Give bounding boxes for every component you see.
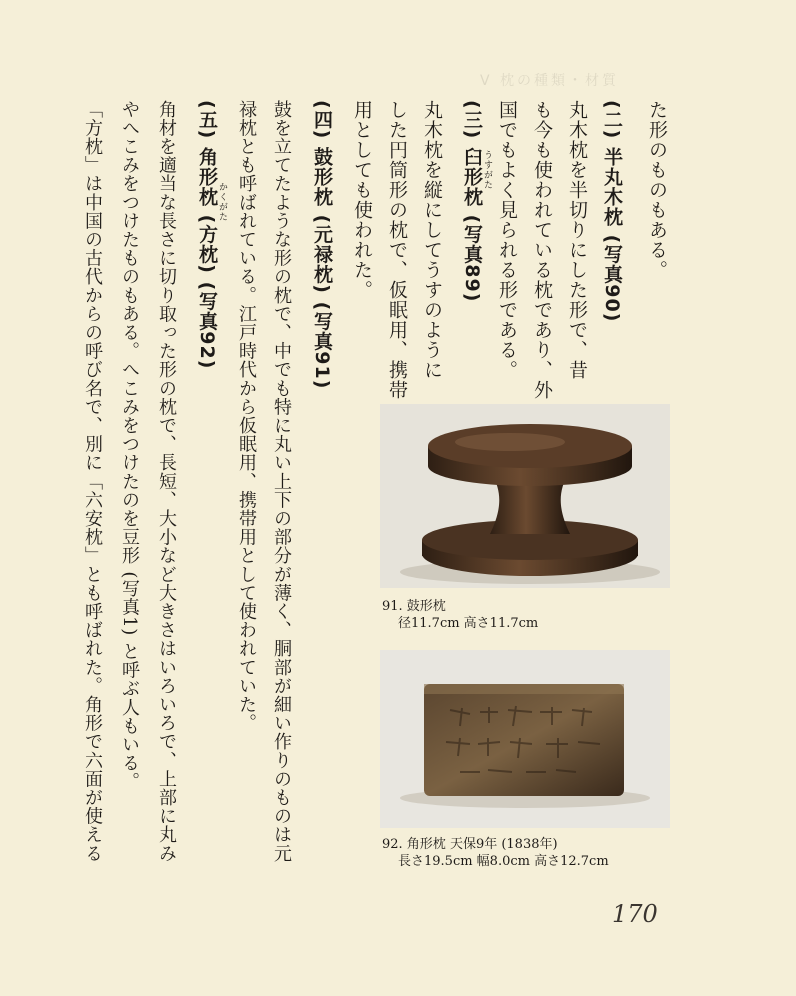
heading-4: (四) 鼓形枕 (元禄枕) (写真91) bbox=[311, 100, 333, 390]
text-line-12: 禄枕とも呼ばれている。江戸時代から仮眠用、携帯用として使われていた。 bbox=[236, 100, 257, 733]
heading-5: (五) 角形枕 (方枕) (写真92) bbox=[196, 100, 218, 370]
text-line-9: 用としても使われた。 bbox=[351, 100, 373, 300]
text-line-11: 鼓を立てたような形の枕で、中でも特に丸い上下の部分が薄く、胴部が細い作りのものは元 bbox=[271, 100, 292, 863]
text-line-1: た形のものもある。 bbox=[646, 100, 668, 280]
text-line-15: やへこみをつけたものもある。へこみをつけたのを豆形 (写真1) と呼ぶ人もいる。 bbox=[119, 100, 140, 791]
photo-91-drum-pillow bbox=[380, 404, 670, 588]
text-line-16: 「方枕」は中国の古代からの呼び名で、別に「六安枕」とも呼ばれた。角形で六面が使える bbox=[82, 100, 103, 863]
running-head-show-through: Ⅴ 枕の種類・材質 bbox=[480, 73, 620, 89]
ruby-kakugata: かくがた bbox=[217, 182, 227, 222]
caption-92-line1: 92. 角形枕 天保9年 (1838年) bbox=[382, 837, 558, 852]
ruby-usugata: うすがた bbox=[482, 150, 492, 190]
text-line-5: 国でもよく見られる形である。 bbox=[496, 100, 518, 380]
page-number: 170 bbox=[612, 900, 658, 928]
caption-92-line2: 長さ19.5cm 幅8.0cm 高さ12.7cm bbox=[398, 854, 609, 869]
text-line-7: 丸木枕を縦にしてうすのように bbox=[421, 100, 443, 380]
heading-3: (三) 臼形枕 (写真89) bbox=[461, 100, 483, 303]
text-line-3: 丸木枕を半切りにした形で、昔 bbox=[566, 100, 588, 380]
text-line-4: も今も使われている枕であり、外 bbox=[531, 100, 553, 400]
text-line-14: 角材を適当な長さに切り取った形の枕で、長短、大小など大きさはいろいろで、上部に丸み bbox=[156, 100, 177, 863]
photo-92-box-pillow bbox=[380, 650, 670, 828]
caption-91-line1: 91. 鼓形枕 bbox=[382, 599, 446, 614]
text-line-8: した円筒形の枕で、仮眠用、携帯 bbox=[386, 100, 408, 400]
heading-2: (二) 半丸木枕 (写真90) bbox=[601, 100, 623, 323]
caption-91-line2: 径11.7cm 高さ11.7cm bbox=[398, 616, 539, 631]
